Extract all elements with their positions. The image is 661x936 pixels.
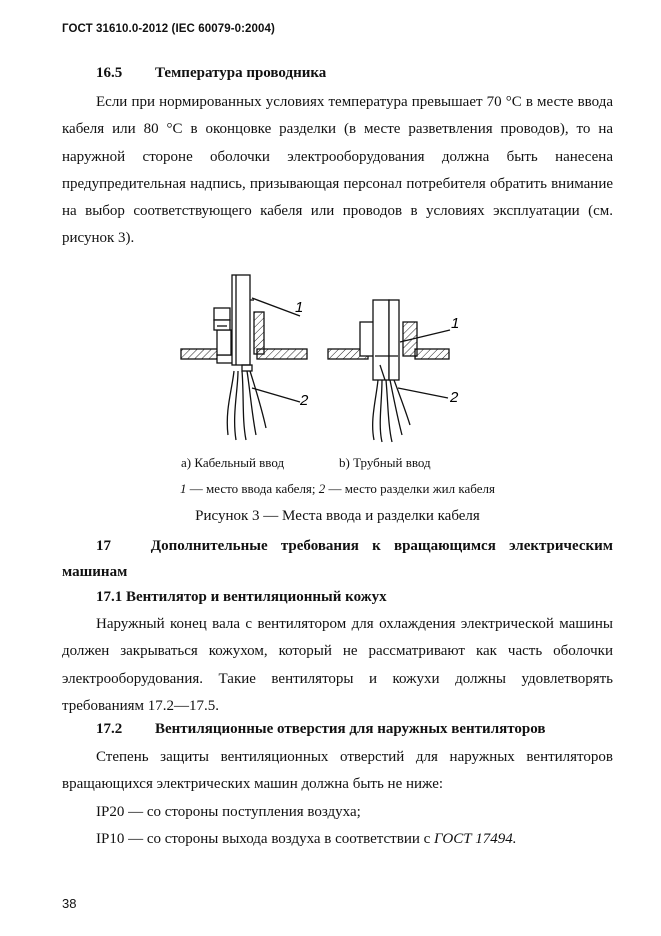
section-number: 17 bbox=[96, 538, 111, 554]
section-number: 16.5 bbox=[96, 65, 123, 81]
section-16-5-heading bbox=[62, 60, 613, 87]
section-17-heading bbox=[62, 533, 613, 585]
legend-num-1: 1 bbox=[180, 481, 187, 496]
figure-caption-b: b) Трубный ввод bbox=[339, 455, 431, 470]
conduit-entry-drawing bbox=[328, 300, 450, 442]
section-17-1-heading bbox=[62, 584, 613, 611]
figure-title: Рисунок 3 — Места ввода и разделки кабеля bbox=[195, 508, 480, 524]
section-title: Вентиляционные отверстия для наружных вентиляторов bbox=[155, 721, 546, 737]
figure-legend bbox=[62, 481, 613, 497]
section-number: 17.2 bbox=[96, 721, 123, 737]
figure-3-drawing bbox=[170, 270, 500, 450]
paragraph-text: Степень защиты вентиляционных отверстий для наружных вентиляторов вращающихся электрических машин должна быть не ниже: bbox=[62, 749, 613, 793]
figure-label-2-right: 2 bbox=[450, 389, 459, 406]
section-17-1-paragraph bbox=[62, 611, 613, 720]
paragraph-text: Наружный конец вала с вентилятором для охлаждения электрической машины должен закрываться кожухом, который не рассматривают как часть оболочки электрооборудования. Такие вентиляторы и кожухи должны удовлетворять требованиям 17.2—17.5. bbox=[62, 616, 613, 714]
list-item-text: IP20 — со стороны поступления воздуха; bbox=[96, 804, 361, 820]
section-title: 17.1 Вентилятор и вентиляционный кожух bbox=[96, 589, 387, 605]
document-header: ГОСТ 31610.0-2012 (IEC 60079-0:2004) bbox=[62, 23, 275, 35]
section-17-2-paragraph bbox=[62, 744, 613, 799]
section-title: Температура проводника bbox=[155, 65, 327, 81]
standard-reference: ГОСТ 17494. bbox=[434, 831, 517, 847]
legend-num-2: 2 bbox=[318, 481, 326, 496]
figure-label-1-left: 1 bbox=[295, 299, 304, 316]
list-item-ip20 bbox=[62, 799, 613, 826]
figure-caption-a: а) Кабельный ввод bbox=[181, 455, 285, 470]
page-number: 38 bbox=[62, 896, 77, 911]
cable-gland-drawing bbox=[181, 275, 307, 440]
paragraph-text: Если при нормированных условиях температура превышает 70 °С в месте ввода кабеля или 80 °С в оконцовке разделки (в месте разветвления проводов), то на наружной стороне оболочки электрооборудования должна быть нанесена предупредительная надпись, призывающая персонал потребителя обратить внимание на выбор соответствующего кабеля или проводов в условиях эксплуатации (см. рисунок 3). bbox=[62, 94, 613, 247]
legend-text-2: — место разделки жил кабеля bbox=[325, 481, 495, 496]
figure-label-2-left: 2 bbox=[300, 392, 309, 409]
list-item-text: IP10 — со стороны выхода воздуха в соответствии с bbox=[96, 831, 435, 847]
list-item-ip10 bbox=[62, 826, 613, 853]
section-16-5-paragraph bbox=[62, 89, 613, 253]
figure-label-1-right: 1 bbox=[451, 315, 460, 332]
section-17-2-heading bbox=[62, 716, 613, 743]
legend-text-1: — место ввода кабеля; bbox=[186, 481, 319, 496]
section-title: Дополнительные требования к вращающимся электрическим машинам bbox=[62, 538, 614, 580]
